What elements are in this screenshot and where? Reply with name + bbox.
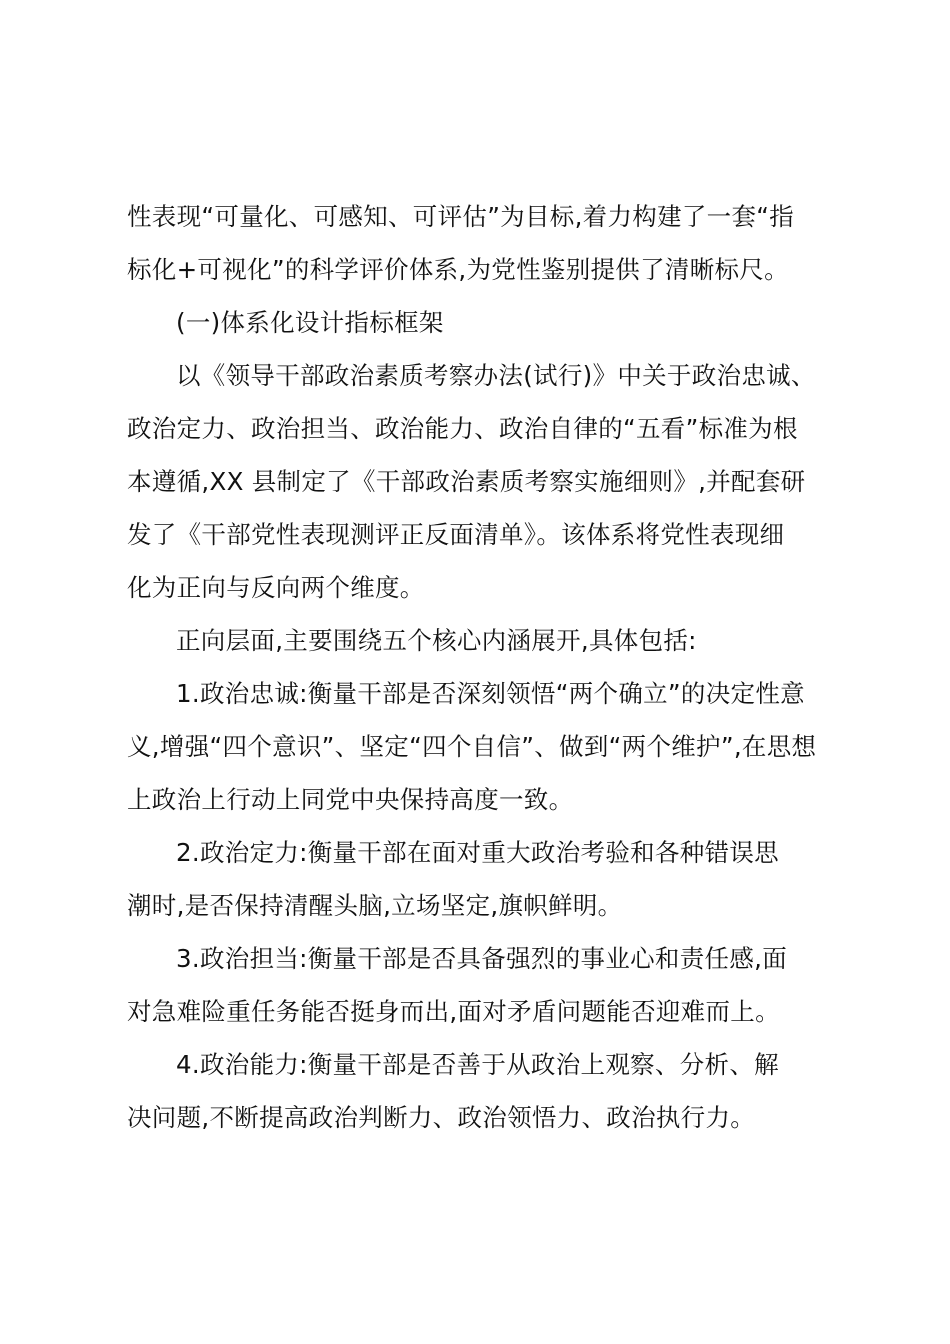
text-line: 政治定力、政治担当、政治能力、政治自律的“五看”标准为根 xyxy=(127,414,798,443)
text-line: 决问题,不断提高政治判断力、政治领悟力、政治执行力。 xyxy=(127,1103,756,1132)
text-line: 潮时,是否保持清醒头脑,立场坚定,旗帜鲜明。 xyxy=(127,891,623,920)
text-line: 3.政治担当:衡量干部是否具备强烈的事业心和责任感,面 xyxy=(176,944,788,973)
paragraph-framework xyxy=(127,349,823,614)
text-line: 本遵循,XX 县制定了《干部政治素质考察实施细则》,并配套研 xyxy=(127,467,806,496)
document-body xyxy=(127,190,823,1144)
text-line: 性表现“可量化、可感知、可评估”为目标,着力构建了一套“指 xyxy=(127,202,795,231)
paragraph-positive-intro xyxy=(127,614,823,667)
text-line: (一)体系化设计指标框架 xyxy=(176,308,444,337)
text-line: 对急难险重任务能否挺身而出,面对矛盾问题能否迎难而上。 xyxy=(127,997,780,1026)
paragraph-intro-continued xyxy=(127,190,823,296)
text-line: 发了《干部党性表现测评正反面清单》。该体系将党性表现细 xyxy=(127,520,785,549)
text-line: 以《领导干部政治素质考察办法(试行)》中关于政治忠诚、 xyxy=(176,361,816,390)
text-line: 1.政治忠诚:衡量干部是否深刻领悟“两个确立”的决定性意 xyxy=(176,679,805,708)
text-line: 4.政治能力:衡量干部是否善于从政治上观察、分析、解 xyxy=(176,1050,779,1079)
list-item-political-loyalty xyxy=(127,667,823,826)
section-heading xyxy=(127,296,823,349)
text-line: 上政治上行动上同党中央保持高度一致。 xyxy=(127,785,574,814)
list-item-political-ability xyxy=(127,1038,823,1144)
text-line: 化为正向与反向两个维度。 xyxy=(127,573,425,602)
text-line: 义,增强“四个意识”、坚定“四个自信”、做到“两个维护”,在思想 xyxy=(127,732,817,761)
text-line: 标化+可视化”的科学评价体系,为党性鉴别提供了清晰标尺。 xyxy=(127,255,789,284)
text-line: 2.政治定力:衡量干部在面对重大政治考验和各种错误思 xyxy=(176,838,779,867)
text-line: 正向层面,主要围绕五个核心内涵展开,具体包括: xyxy=(176,626,697,655)
list-item-political-responsibility xyxy=(127,932,823,1038)
list-item-political-resolve xyxy=(127,826,823,932)
